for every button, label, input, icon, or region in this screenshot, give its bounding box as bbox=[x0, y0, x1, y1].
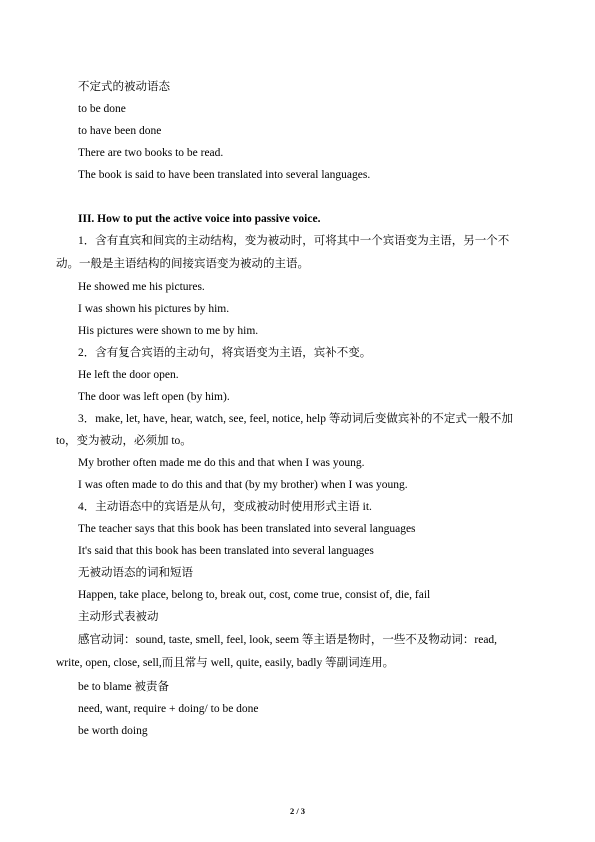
text-line: 1．含有直宾和间宾的主动结构，变为被动时，可将其中一个宾语变为主语，另一个不 bbox=[78, 235, 510, 247]
text-line: 4．主动语态中的宾语是从句，变成被动时使用形式主语 it. bbox=[78, 501, 372, 513]
text-line: My brother often made me do this and that when I was young. bbox=[78, 457, 365, 469]
text-line: He left the door open. bbox=[78, 369, 179, 381]
text-line: The teacher says that this book has been translated into several languages bbox=[78, 523, 416, 535]
text-line: to，变为被动，必须加 to。 bbox=[56, 435, 192, 447]
page-number: 2 / 3 bbox=[289, 806, 306, 816]
text-line: be worth doing bbox=[78, 725, 148, 737]
text-line: be to blame 被责备 bbox=[78, 681, 170, 693]
text-line: 感官动词：sound, taste, smell, feel, look, seem 等主语是物时，一些不及物动词：read, bbox=[78, 634, 498, 646]
text-line: 3．make, let, have, hear, watch, see, feel, notice, help 等动词后变做宾补的不定式一般不加 bbox=[78, 413, 513, 425]
text-line: The book is said to have been translated into several languages. bbox=[78, 169, 371, 181]
text-line: to have been done bbox=[78, 125, 162, 137]
text-line: There are two books to be read. bbox=[78, 147, 224, 159]
text-line: 不定式的被动语态 bbox=[78, 81, 170, 93]
text-line: to be done bbox=[78, 103, 126, 115]
text-line: 无被动语态的词和短语 bbox=[78, 567, 193, 579]
section-heading: III. How to put the active voice into passive voice. bbox=[78, 213, 321, 225]
text-line: I was shown his pictures by him. bbox=[78, 303, 230, 315]
text-line: write, open, close, sell,而且常与 well, quite, easily, badly 等副词连用。 bbox=[56, 657, 395, 669]
text-line: 2．含有复合宾语的主动句，将宾语变为主语，宾补不变。 bbox=[78, 347, 372, 359]
text-line: He showed me his pictures. bbox=[78, 281, 205, 293]
text-line: It's said that this book has been translated into several languages bbox=[78, 545, 374, 557]
text-line: 主动形式表被动 bbox=[78, 611, 159, 623]
text-line: His pictures were shown to me by him. bbox=[78, 325, 259, 337]
text-line: I was often made to do this and that (by my brother) when I was young. bbox=[78, 479, 408, 491]
text-line: 动。一般是主语结构的间接宾语变为被动的主语。 bbox=[56, 258, 309, 270]
text-line: The door was left open (by him). bbox=[78, 391, 230, 403]
text-line: need, want, require + doing/ to be done bbox=[78, 703, 259, 715]
text-line: Happen, take place, belong to, break out, cost, come true, consist of, die, fail bbox=[78, 589, 431, 601]
